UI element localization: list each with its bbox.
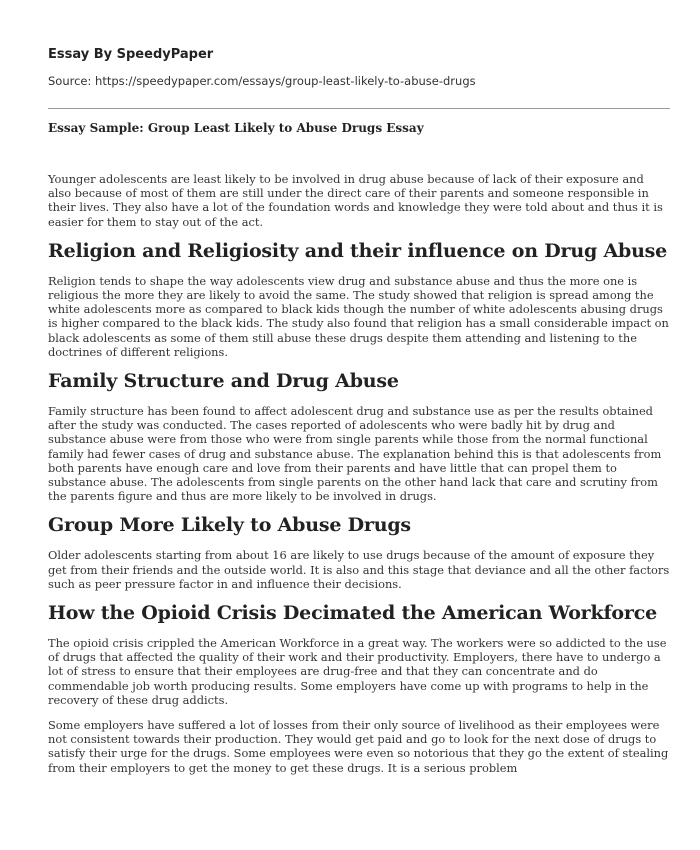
- essay-body: [48, 172, 670, 786]
- brand-title: Essay By SpeedyPaper: [48, 47, 214, 62]
- section-heading-group-more-likely: Group More Likely to Abuse Drugs: [48, 514, 411, 537]
- section-paragraph: Religion tends to shape the way adolescents view drug and substance abuse and thus the more one is religious the more they are likely to avoid the same. The study showed that religion is spread among the white adolescents more as compared to black kids though the number of white adolescents abusing drugs is higher compared to the black kids. The study also found that religion has a small considerable impact on black adolescents as some of them still abuse these drugs despite them attending and listening to the doctrines of different religions.: [48, 273, 669, 359]
- header-divider: [48, 108, 670, 109]
- source-line: Source: https://speedypaper.com/essays/group-least-likely-to-abuse-drugs: [48, 74, 476, 88]
- section-paragraph: The opioid crisis crippled the American Workforce in a great way. The workers were so addicted to the use of drugs that affected the quality of their work and their productivity. Employers, there have to undergo a lot of stress to ensure that their employees are drug-free and that they can concentrate and do commendable job worth producing results. Some employers have come up with programs to help in the recovery of these drug addicts.: [48, 636, 667, 707]
- section-heading-opioid-crisis: How the Opioid Crisis Decimated the American Workforce: [48, 602, 657, 625]
- essay-title: Essay Sample: Group Least Likely to Abuse Drugs Essay: [48, 121, 424, 135]
- section-paragraph: Some employers have suffered a lot of losses from their only source of livelihood as their employees were not consistent towards their production. They would get paid and go to look for the next dose of drugs to satisfy their urge for the drugs. Some employees were even so notorious that they go the extent of stealing from their employers to get the money to get these drugs. It is a serious problem: [48, 718, 669, 775]
- intro-paragraph: Younger adolescents are least likely to be involved in drug abuse because of lack of their exposure and also because of most of them are still under the direct care of their parents and someone responsible in their lives. They also have a lot of the foundation words and knowledge they were told about and thus it is easier for them to stay out of the act.: [48, 172, 663, 229]
- section-paragraph: Family structure has been found to affect adolescent drug and substance use as per the results obtained after the study was conducted. The cases reported of adolescents who were badly hit by drug and substance abuse were from those who were from single parents while those from the normal functional family had fewer cases of drug and substance abuse. The explanation behind this is that adolescents from both parents have enough care and love from their parents and have little that can propel them to substance abuse. The adolescents from single parents on the other hand lack that care and scrutiny from the parents figure and thus are more likely to be involved in drugs.: [48, 404, 662, 504]
- section-paragraph: Older adolescents starting from about 16 are likely to use drugs because of the amount of exposure they get from their friends and the outside world. It is also and this stage that deviance and all the other factors such as peer pressure factor in and influence their decisions.: [48, 548, 670, 591]
- section-heading-religion: Religion and Religiosity and their influence on Drug Abuse: [48, 239, 668, 262]
- section-heading-family-structure: Family Structure and Drug Abuse: [48, 370, 399, 393]
